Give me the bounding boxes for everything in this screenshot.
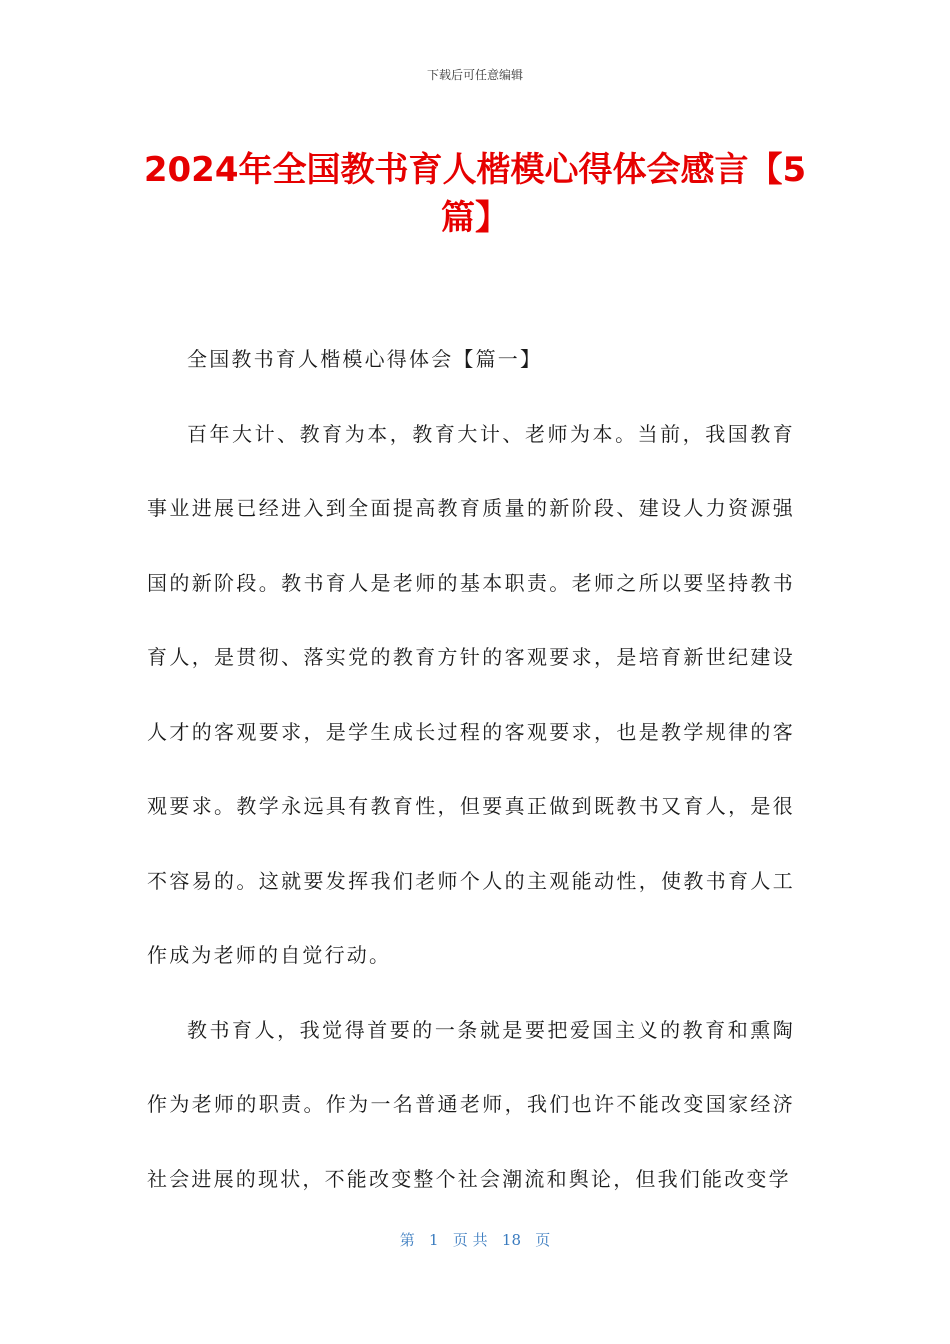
- document-body: [147, 322, 795, 1216]
- paragraph-2: 教书育人，我觉得首要的一条就是要把爱国主义的教育和熏陶作为老师的职责。作为一名普通老师，我们也许不能改变国家经济社会进展的现状，不能改变整个社会潮流和舆论，但我们能改变学: [147, 1017, 795, 1191]
- header-note: 下载后可任意编辑: [426, 68, 523, 82]
- paragraph-1: 百年大计、教育为本，教育大计、老师为本。当前，我国教育事业进展已经进入到全面提高教育质量的新阶段、建设人力资源强国的新阶段。教书育人是老师的基本职责。老师之所以要坚持教书育人，是贯彻、落实党的教育方针的客观要求，是培育新世纪建设人才的客观要求，是学生成长过程的客观要求，也是教学规律的客观要求。教学永远具有教育性，但要真正做到既教书又育人，是很不容易的。这就要发挥我们老师个人的主观能动性，使教书育人工作成为老师的自觉行动。: [147, 421, 795, 967]
- page-number-footer: 第 1 页 共 18 页: [399, 1231, 551, 1249]
- section-heading: 全国教书育人楷模心得体会【篇一】: [187, 347, 543, 371]
- document-title: 2024年全国教书育人楷模心得体会感言【5篇】: [143, 150, 807, 238]
